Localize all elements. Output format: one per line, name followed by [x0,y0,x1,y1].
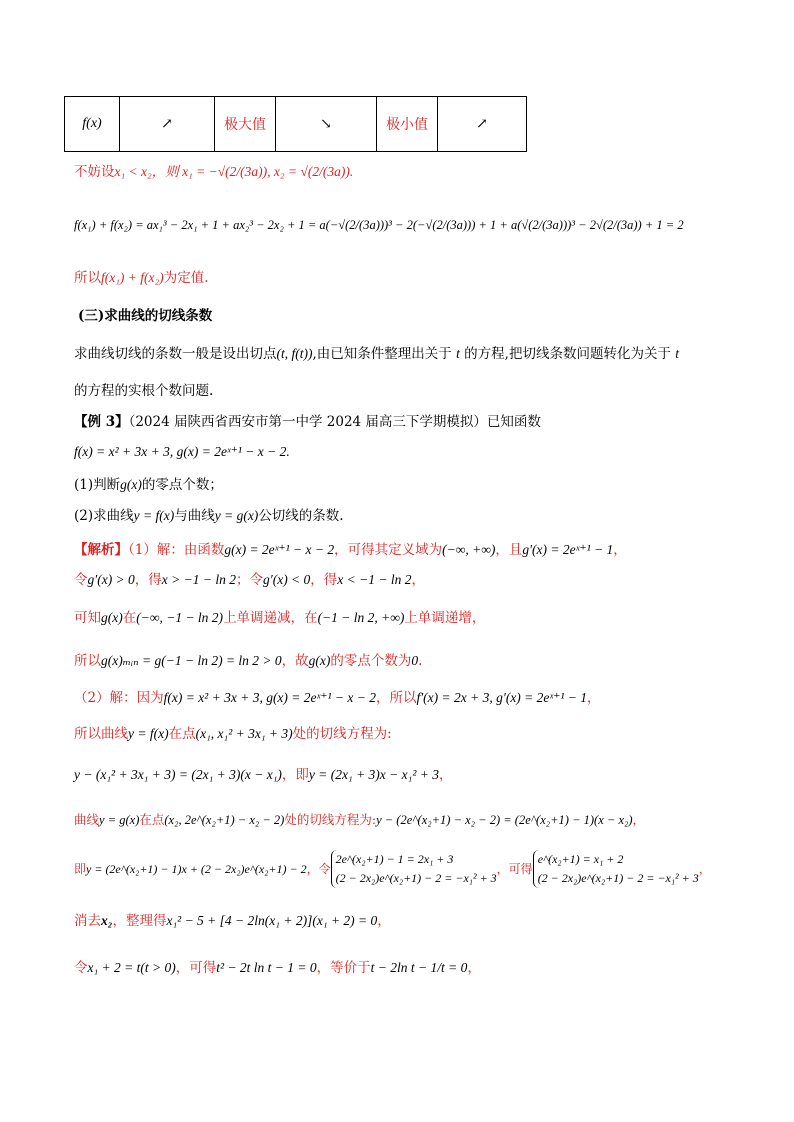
p1-text-a: 求曲线切线的条数一般是设出切点 [74,346,277,362]
constant-text-b: 为定值. [163,270,209,286]
s10-math-2: x₁² − 5 + [4 − 2ln(x₁ + 2)](x₁ + 2) = 0 [166,913,378,928]
s11-math-2: t² − 2t ln t − 1 = 0 [216,960,317,975]
s4-text-d: . [418,653,423,669]
q2-text-a: (2)求曲线 [74,508,134,524]
s1-text-d: ， [613,542,627,558]
p1-var-t: t [456,346,460,361]
assume-text: 不妨设 [74,164,115,180]
solution-line-5 [74,688,601,708]
q2-text-c: 公切线的条数. [258,508,344,524]
s7-math-1: y − (x₁² + 3x₁ + 3) = (2x₁ + 3)(x − x₁) [74,767,282,782]
s4-math-3: 0 [411,653,419,668]
s5-text-a: （2）解：因为 [74,690,164,706]
q1-text-a: (1)判断 [74,477,121,493]
table-cell-min: 极小值 [377,97,438,152]
q1-math: g(x) [120,477,142,492]
q2-text-b: 与曲线 [174,508,215,524]
s7-text-b: ， [439,767,453,783]
s7-math-2: y = (2x₁ + 3)x − x₁² + 3 [308,767,439,782]
s11-text-c: ，等价于 [316,960,371,976]
s6-math-1: y = f(x) [128,726,169,741]
s4-math-2: g(x) [308,653,331,668]
line-sum-equation: f(x₁) + f(x₂) = ax₁³ − 2x₁ + 1 + ax₂³ − 2x₂ + 1 = a(−√(2/(3a)))³ − 2(−√(2/(3a))) + 1 + a(√(2/(3a)))³ − 2√(2/(3a)) + 1 = 2 [74,218,684,232]
s5-math-1: f(x) = x² + 3x + 3, g(x) = 2eˣ⁺¹ − x − 2 [163,690,376,705]
p1-math: (t, f(t)) [276,346,313,361]
solution-line-2 [74,570,425,590]
s10-text-b: ，整理得 [112,913,167,929]
line-assume [74,162,353,182]
s3-text-d: 上单调递增， [404,610,486,626]
s8-math-3: y − (2e^(x₂+1) − x₂ − 2) = (2e^(x₂+1) − 1)(x − x₂) [376,813,633,827]
s9-text-c: ，可得 [496,862,533,876]
s4-text-b: ，故 [281,653,309,669]
question-2 [74,506,344,526]
system-2-eq-2: (2 − 2x₂)e^(x₂+1) − 2 = −x₁² + 3 [537,871,699,885]
table-row [65,97,527,152]
s5-text-b: ，所以 [375,690,417,706]
solution-line-3 [74,608,485,628]
s1-text-b: ，可得其定义域为 [334,542,443,558]
question-1 [74,475,223,495]
system-1-eq-2: (2 − 2x₂)e^(x₂+1) − 2 = −x₁² + 3 [335,871,497,885]
s9-text-b: ，令 [306,862,331,876]
system-2-eq-1: e^(x₂+1) = x₁ + 2 [537,852,624,866]
p1-var-t2: t [675,346,680,361]
s2-text-c: ；令 [236,572,263,588]
s11-math-1: x₁ + 2 = t(t > 0) [87,960,176,975]
s3-math-2: (−∞, −1 − ln 2) [136,610,224,625]
p1-text-c: 的方程,把切线条数问题转化为关于 [464,346,671,362]
solution-line-4 [74,651,422,671]
solution-line-6 [74,724,392,744]
s6-text-a: 所以曲线 [74,726,128,742]
s6-math-2: (x₁, x₁² + 3x₁ + 3) [195,726,293,741]
s9-math-1: y = (2e^(x₂+1) − 1)x + (2 − 2x₂)e^(x₂+1) − 2 [86,862,307,876]
paragraph-line-2: 的方程的实根个数问题. [74,383,214,399]
s11-text-a: 令 [74,960,88,976]
solution-line-8 [74,810,645,830]
s3-text-c: 上单调递减，在 [223,610,318,626]
s3-text-b: 在 [122,610,137,626]
s2-math-4: x < −1 − ln 2 [337,572,412,587]
constant-text-a: 所以 [74,270,101,286]
s10-text-a: 消去 [74,913,101,929]
s8-math-2: (x₂, 2e^(x₂+1) − x₂ − 2) [164,813,285,827]
s8-text-d: ， [632,812,646,827]
s9-text-a: 即 [74,862,87,876]
table-row-label: f(x) [65,97,120,152]
table-cell-max: 极大值 [215,97,276,152]
s3-math-3: (−1 − ln 2, +∞) [317,610,405,625]
s7-text-a: ，即 [281,767,309,783]
s11-text-b: ，可得 [175,960,217,976]
s3-text-a: 可知 [74,610,101,626]
system-1 [331,850,497,888]
p1-text-b: ,由已知条件整理出关于 [312,346,452,362]
solution-tag: 【解析】 [74,542,128,558]
s1-text-c: ，且 [495,542,523,558]
example-source: （2024 届陕西省西安市第一中学 2024 届高三下学期模拟）已知函数 [128,414,541,430]
s2-text-e: ， [411,572,425,588]
system-2 [533,850,699,888]
s2-math-1: g′(x) > 0 [87,572,135,587]
s9-text-d: ， [698,862,711,876]
variation-table [64,96,527,152]
q2-math-2: y = g(x) [214,508,259,523]
constant-math: f(x₁) + f(x₂) [101,270,164,285]
table-cell-increase-1: ↗ [120,97,215,152]
s8-text-b: 在点 [139,812,165,827]
example-header [74,412,541,432]
s10-math-1: x₂ [101,913,113,928]
s1-text-a: （1）解：由函数 [128,542,225,558]
s2-math-2: x > −1 − ln 2 [161,572,236,587]
s1-math-2: (−∞, +∞) [442,542,496,557]
s11-math-3: t − 2ln t − 1/t = 0 [370,960,468,975]
q1-text-b: 的零点个数； [141,477,223,493]
s4-text-a: 所以 [74,653,101,669]
s8-text-a: 曲线 [74,812,100,827]
s2-math-3: g′(x) < 0 [263,572,311,587]
s5-text-c: ， [587,690,601,706]
s4-text-c: 的零点个数为 [330,653,412,669]
s11-text-d: ， [467,960,481,976]
s8-text-c: 处的切线方程为: [284,812,377,827]
s2-text-d: ，得 [310,572,338,588]
line-constant [74,268,209,288]
s3-math-1: g(x) [101,610,123,625]
example-label: 【例 3】 [74,414,129,430]
system-1-eq-1: 2e^(x₂+1) − 1 = 2x₁ + 3 [335,852,454,866]
table-cell-increase-2: ↗ [438,97,527,152]
example-function: f(x) = x² + 3x + 3, g(x) = 2eˣ⁺¹ − x − 2. [74,444,290,459]
paragraph-line-1 [74,344,679,364]
s4-math-1: g(x)ₘᵢₙ = g(−1 − ln 2) = ln 2 > 0 [101,653,282,668]
section-title: (三)求曲线的切线条数 [78,308,213,324]
s8-math-1: y = g(x) [99,813,140,827]
solution-line-11 [74,958,481,978]
s2-text-a: 令 [74,572,88,588]
solution-line-7 [74,765,453,785]
s1-math-3: g′(x) = 2eˣ⁺¹ − 1 [522,542,614,557]
s6-text-b: 在点 [168,726,196,742]
s1-math-1: g(x) = 2eˣ⁺¹ − x − 2 [224,542,335,557]
solution-line-10 [74,911,391,931]
q2-math-1: y = f(x) [133,508,175,523]
s6-text-c: 处的切线方程为: [292,726,392,742]
s5-math-2: f′(x) = 2x + 3, g′(x) = 2eˣ⁺¹ − 1 [416,690,587,705]
solution-line-9 [74,850,711,888]
s2-text-b: ，得 [134,572,162,588]
solution-line-1 [74,540,627,560]
table-cell-decrease: ↘ [276,97,377,152]
assume-math: x₁ < x₂，则 x₁ = −√(2/(3a)), x₂ = √(2/(3a)). [114,164,354,179]
s10-text-c: ， [377,913,391,929]
